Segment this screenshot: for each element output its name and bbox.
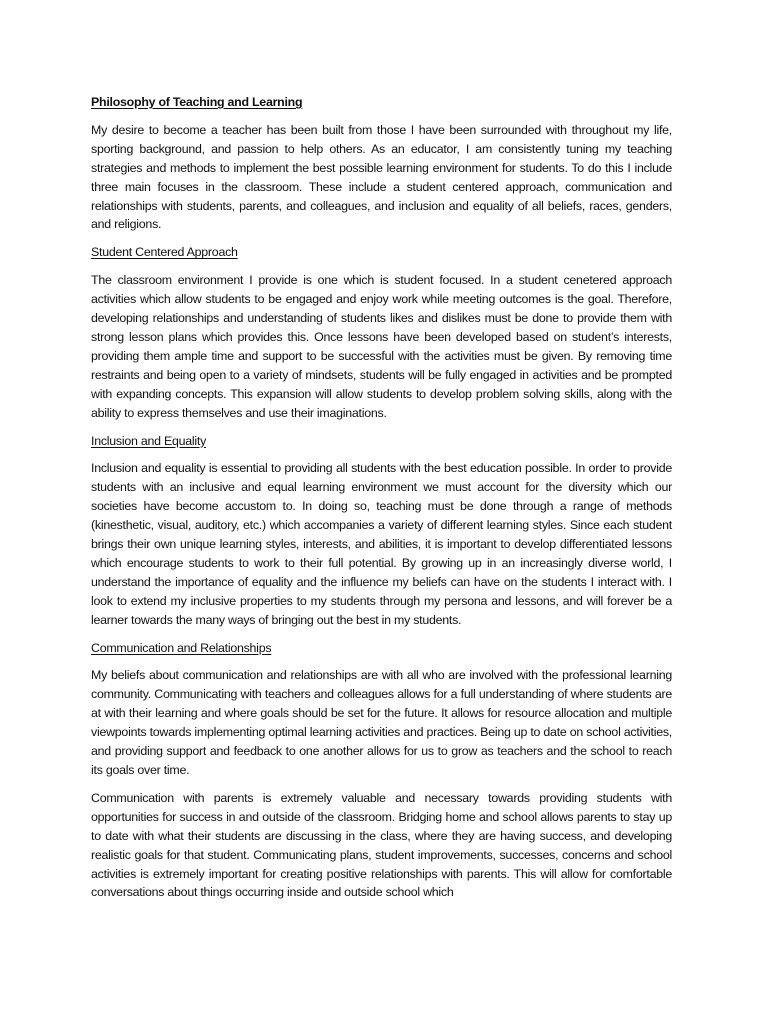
communication-paragraph-1: My beliefs about communication and relationships are with all who are involved with the professional learning community. Communicating with teachers and colleagues allows for a full understanding of where students are at with their learning and where goals should be set for the future. It allows for resource allocation and multiple viewpoints towards implementing optimal learning activities and practices. Being up to date on school activities, and providing support and feedback to one another allows for us to grow as teachers and the school to reach its goals over time. bbox=[91, 668, 672, 777]
section-heading-student-centered: Student Centered Approach bbox=[91, 245, 238, 260]
communication-paragraph-2: Communication with parents is extremely valuable and necessary towards providing students with opportunities for success in and outside of the classroom. Bridging home and school allows parents to stay up to date with what their students are discussing in the class, where they are having success, and developing realistic goals for that student. Communicating plans, student improvements, successes, concerns and school activities is extremely important for creating positive relationships with parents. This will allow for comfortable conversations about things occurring inside and outside school which bbox=[91, 790, 672, 900]
section-heading-communication: Communication and Relationships bbox=[91, 640, 272, 655]
document-title: Philosophy of Teaching and Learning bbox=[91, 95, 303, 109]
section-heading-inclusion: Inclusion and Equality bbox=[91, 433, 207, 448]
student-centered-paragraph: The classroom environment I provide is one which is student focused. In a student cenetered approach activities which allow students to be engaged and enjoy work while meeting outcomes is the goal. Therefore, developing relationships and understanding of students likes and dislikes must be done to provide them with strong lesson plans which provides this. Once lessons have been developed based on student’s interests, providing them ample time and support to be successful with the activities must be given. By removing time restraints and being open to a variety of mindsets, students will be fully engaged in activities and be prompted with expanding concepts. This expansion will allow students to develop problem solving skills, along with the ability to express themselves and use their imaginations. bbox=[91, 273, 672, 420]
inclusion-paragraph: Inclusion and equality is essential to providing all students with the best education possible. In order to provide students with an inclusive and equal learning environment we must account for the diversity which our societies have become accustom to. In doing so, teaching must be done through a range of methods (kinesthetic, visual, auditory, etc.) which accompanies a variety of different learning styles. Since each student brings their own unique learning styles, interests, and abilities, it is important to develop differentiated lessons which encourage students to work to their full potential. By growing up in an increasingly diverse world, I understand the importance of equality and the influence my beliefs can have on the students I interact with. I look to extend my inclusive properties to my students through my persona and lessons, and will forever be a learner towards the many ways of bringing out the best in my students. bbox=[91, 461, 672, 627]
intro-paragraph: My desire to become a teacher has been built from those I have been surrounded with throughout my life, sporting background, and passion to help others. As an educator, I am consistently tuning my teaching strategies and methods to implement the best possible learning environment for students. To do this I include three main focuses in the classroom. These include a student centered approach, communication and relationships with students, parents, and colleagues, and inclusion and equality of all beliefs, races, genders, and religions. bbox=[91, 122, 672, 232]
